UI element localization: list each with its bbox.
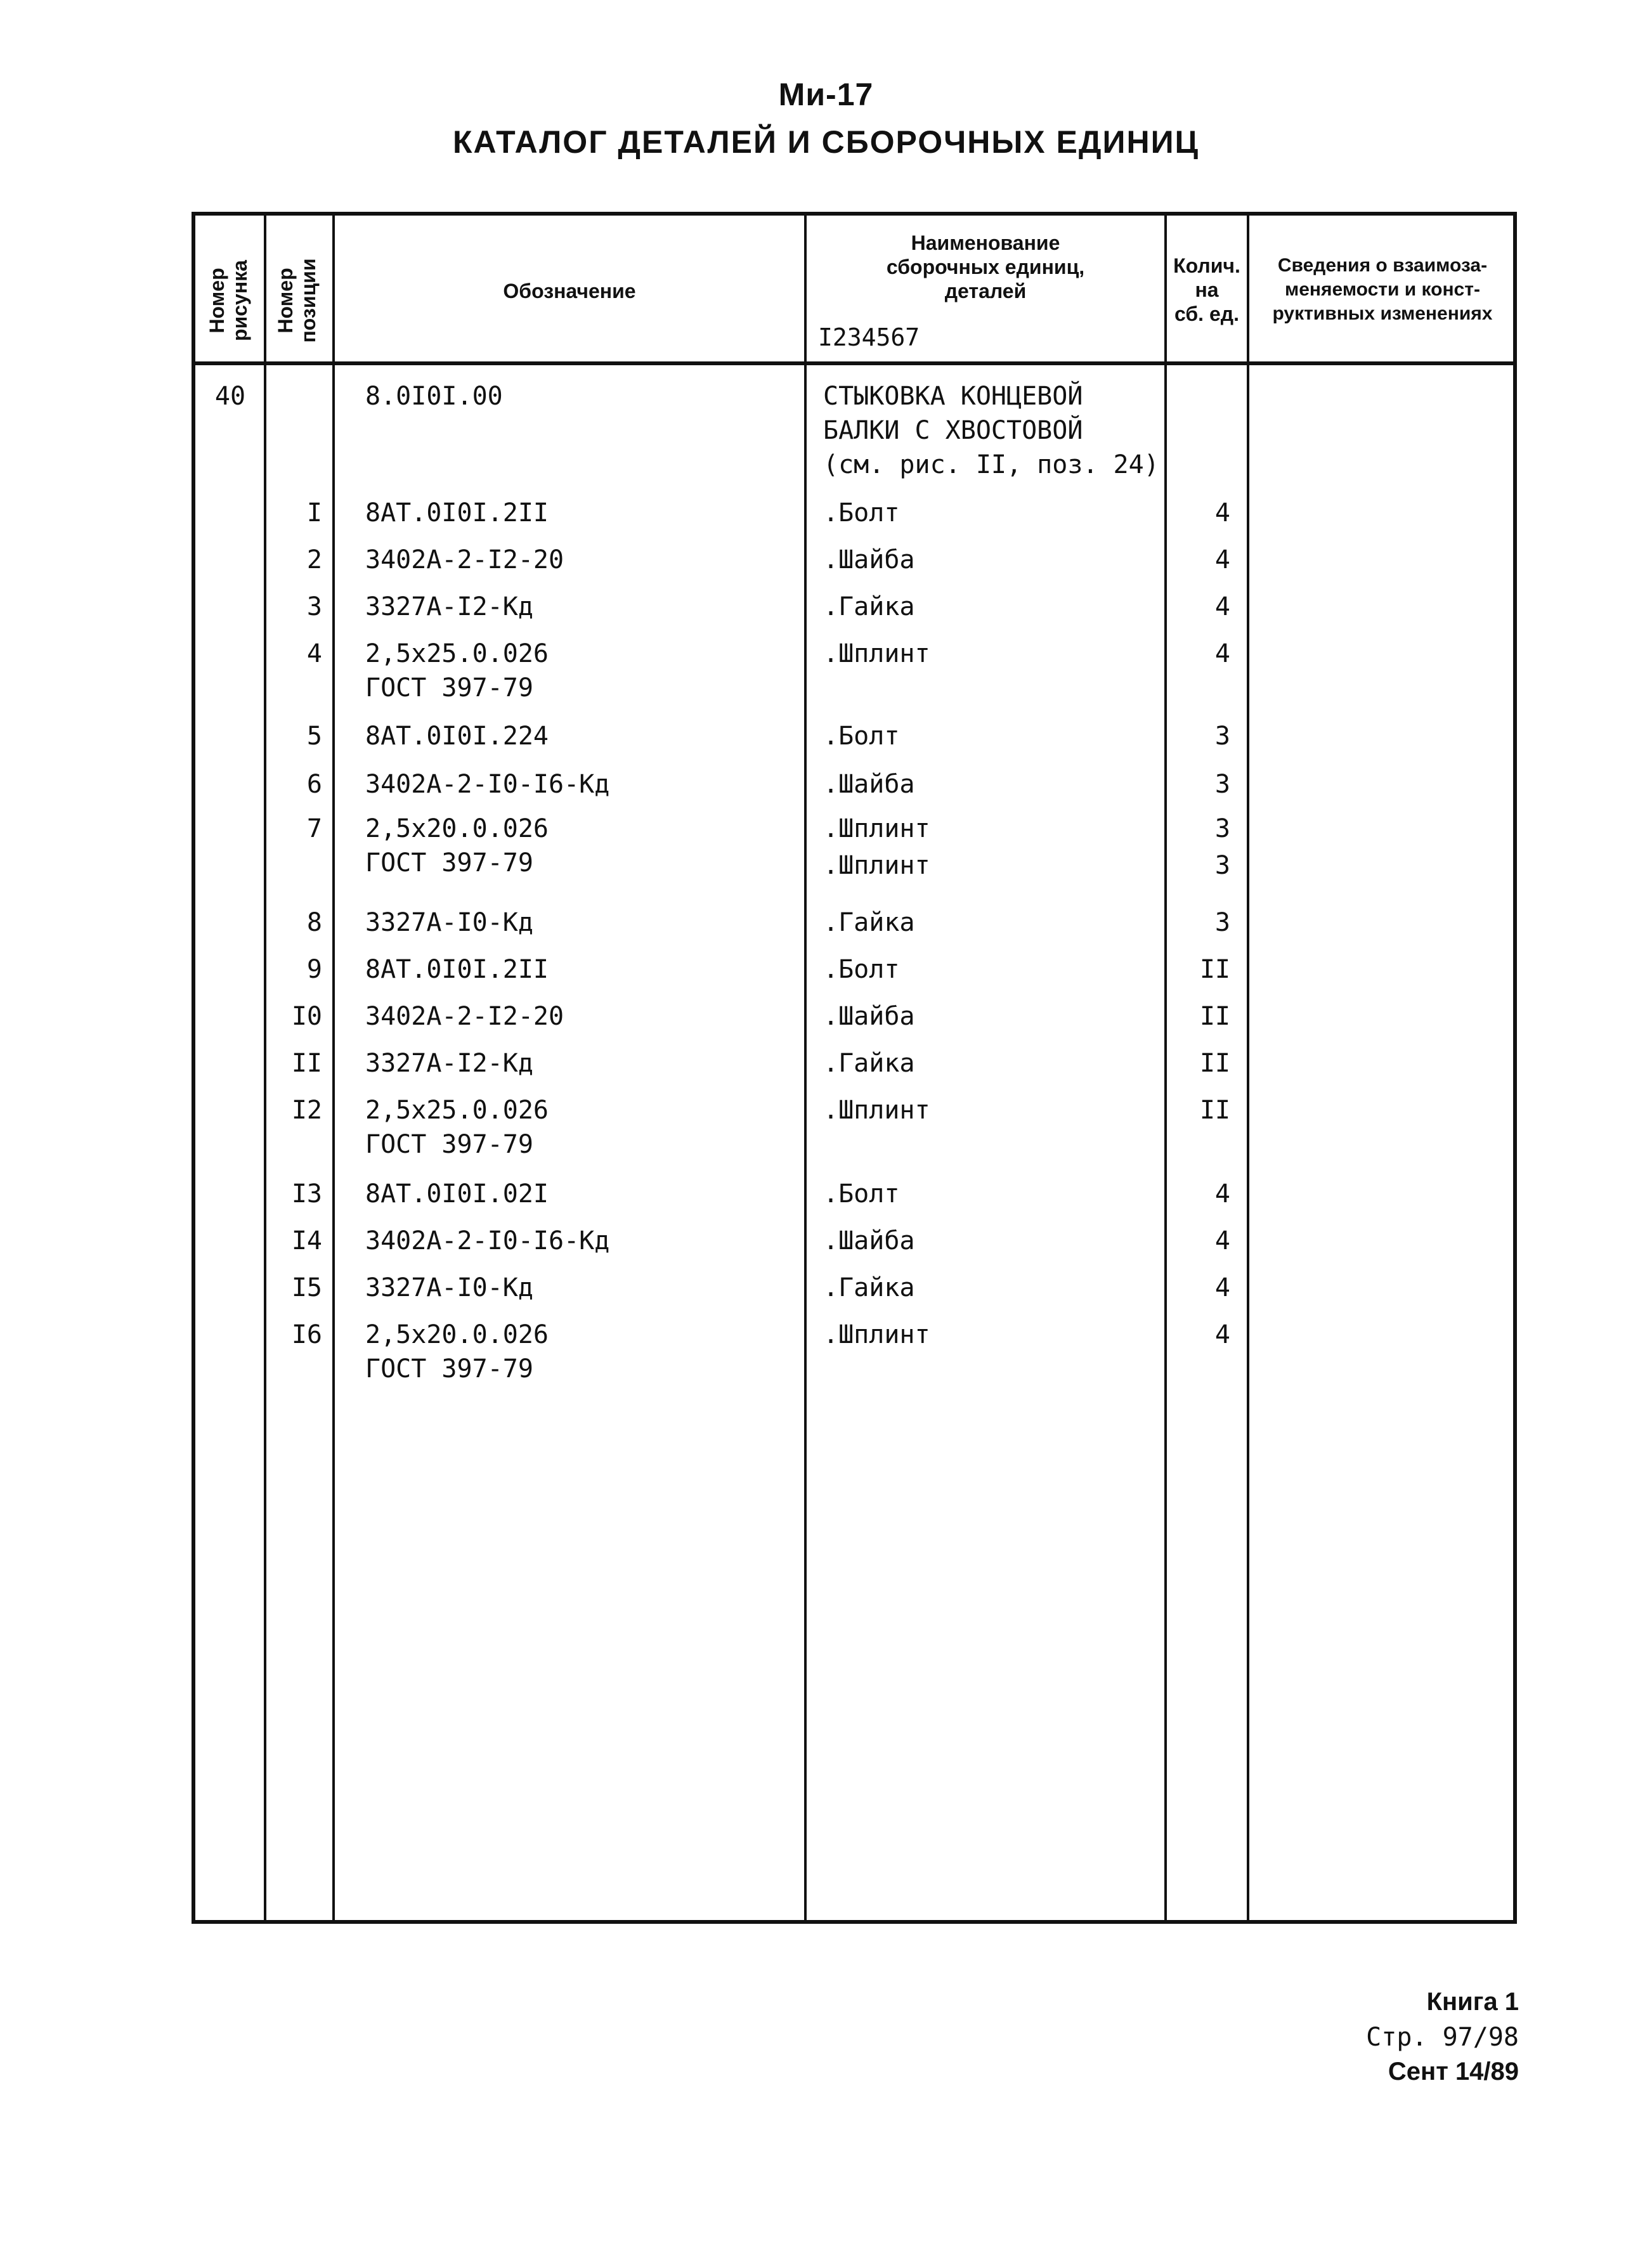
part-quantity: 4 [1214, 498, 1230, 528]
position-number: 3 [306, 592, 322, 621]
position-number: I2 [291, 1096, 322, 1125]
part-name: .Шайба [823, 770, 915, 799]
part-designation: 3402А-2-I0-I6-Кд [365, 1226, 610, 1255]
part-designation: 3327А-I2-Кд [365, 592, 533, 621]
part-name-line2: .Шплинт [823, 851, 930, 880]
part-designation: 3327А-I0-Кд [365, 1273, 533, 1302]
part-name: .Гайка [823, 1273, 915, 1302]
part-name: .Шайба [823, 1226, 915, 1255]
header-name-indent: I234567 [818, 323, 920, 351]
part-name: .Болт [823, 498, 900, 528]
part-designation-line2: ГОСТ 397-79 [365, 673, 533, 703]
header-text: деталей [944, 280, 1027, 302]
part-quantity: 3 [1214, 908, 1230, 937]
part-designation: 2,5х20.0.026 [365, 814, 549, 843]
position-number: I3 [291, 1179, 322, 1209]
part-name: .Шайба [823, 1002, 915, 1031]
header-text: Наименование [911, 231, 1060, 254]
header-interchangeability [1249, 254, 1516, 326]
header-text: меняемости и конст- [1285, 279, 1480, 300]
position-number: 7 [306, 814, 322, 843]
part-quantity: 3 [1214, 722, 1230, 751]
part-designation: 8АТ.0I0I.224 [365, 722, 549, 751]
part-designation: 3327А-I2-Кд [365, 1049, 533, 1078]
part-name: .Шплинт [823, 1320, 930, 1349]
column-divider [804, 216, 807, 1920]
position-number: I6 [291, 1320, 322, 1349]
header-text: руктивных изменениях [1272, 303, 1493, 324]
position-number: 4 [306, 639, 322, 668]
part-designation: 2,5х25.0.026 [365, 639, 549, 668]
footer-page: Стр. 97/98 [1366, 2023, 1519, 2052]
part-name: .Шплинт [823, 814, 930, 843]
parts-table [192, 212, 1517, 1924]
part-name: .Гайка [823, 908, 915, 937]
part-name: .Болт [823, 1179, 900, 1209]
part-name: .Шайба [823, 545, 915, 574]
catalog-subtitle: КАТАЛОГ ДЕТАЛЕЙ И СБОРОЧНЫХ ЕДИНИЦ [452, 124, 1200, 160]
footer-book: Книга 1 [1426, 1988, 1519, 2016]
part-quantity: 4 [1214, 592, 1230, 621]
header-text: Номер [205, 268, 228, 334]
header-text: позиции [297, 258, 320, 343]
part-quantity: 4 [1214, 1320, 1230, 1349]
column-divider [332, 216, 335, 1920]
part-designation: 3402А-2-I0-I6-Кд [365, 770, 610, 799]
part-quantity: II [1199, 1002, 1230, 1031]
assembly-designation: 8.0I0I.00 [365, 382, 503, 411]
position-number: I4 [291, 1226, 322, 1255]
part-name: .Шплинт [823, 639, 930, 668]
part-quantity: 3 [1214, 770, 1230, 799]
part-quantity: II [1199, 1096, 1230, 1125]
header-text: сб. ед. [1174, 302, 1239, 325]
part-name: .Гайка [823, 1049, 915, 1078]
position-number: I5 [291, 1273, 322, 1302]
header-text: Сведения о взаимоза- [1277, 255, 1488, 276]
header-text: Номер [274, 268, 297, 334]
position-number: 6 [306, 770, 322, 799]
part-designation-line2: ГОСТ 397-79 [365, 1130, 533, 1159]
part-quantity-line2: 3 [1214, 851, 1230, 880]
position-number: 5 [306, 722, 322, 751]
assembly-name-line: (см. рис. II, поз. 24) [823, 450, 1159, 479]
assembly-name-line: СТЫКОВКА КОНЦЕВОЙ [823, 382, 1083, 411]
part-quantity: II [1199, 955, 1230, 984]
assembly-name-line: БАЛКИ С ХВОСТОВОЙ [823, 416, 1083, 445]
part-designation: 8АТ.0I0I.2II [365, 498, 549, 528]
part-quantity: 4 [1214, 1226, 1230, 1255]
part-designation: 3402А-2-I2-20 [365, 545, 564, 574]
part-quantity: II [1199, 1049, 1230, 1078]
position-number: 8 [306, 908, 322, 937]
part-designation-line2: ГОСТ 397-79 [365, 1354, 533, 1384]
part-quantity: 4 [1214, 1273, 1230, 1302]
column-divider [1164, 216, 1167, 1920]
part-designation: 3327А-I0-Кд [365, 908, 533, 937]
position-number: I [306, 498, 322, 528]
header-quantity [1167, 254, 1247, 326]
part-quantity: 4 [1214, 1179, 1230, 1209]
part-quantity: 3 [1214, 814, 1230, 843]
part-designation: 3402А-2-I2-20 [365, 1002, 564, 1031]
figure-number: 40 [214, 382, 246, 411]
part-name: .Болт [823, 722, 900, 751]
footer-date: Сент 14/89 [1388, 2058, 1519, 2086]
part-name: .Шплинт [823, 1096, 930, 1125]
part-designation: 2,5х25.0.026 [365, 1096, 549, 1125]
header-designation: Обозначение [503, 280, 636, 302]
position-number: 2 [306, 545, 322, 574]
header-text: Колич. [1173, 254, 1240, 277]
position-number: 9 [306, 955, 322, 984]
position-number: II [291, 1049, 322, 1078]
header-text: на [1195, 278, 1219, 301]
position-number: I0 [291, 1002, 322, 1031]
header-text: рисунка [228, 260, 251, 341]
header-name [807, 231, 1164, 303]
part-designation: 2,5х20.0.026 [365, 1320, 549, 1349]
header-divider [195, 361, 1513, 365]
header-position-number [274, 231, 322, 370]
part-designation: 8АТ.0I0I.2II [365, 955, 549, 984]
part-quantity: 4 [1214, 639, 1230, 668]
part-name: .Гайка [823, 592, 915, 621]
part-name: .Болт [823, 955, 900, 984]
part-quantity: 4 [1214, 545, 1230, 574]
document-title: Ми-17 [778, 77, 874, 112]
part-designation: 8АТ.0I0I.02I [365, 1179, 549, 1209]
header-text: сборочных единиц, [886, 256, 1085, 278]
column-divider [1247, 216, 1249, 1920]
header-figure-number [205, 231, 254, 370]
part-designation-line2: ГОСТ 397-79 [365, 848, 533, 878]
